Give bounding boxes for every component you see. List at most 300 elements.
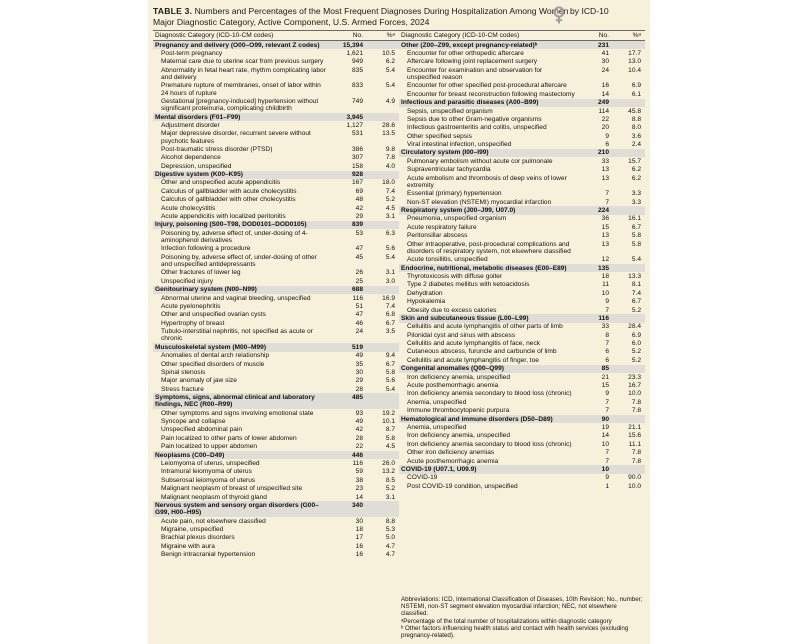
count-cell: 116	[352, 460, 363, 468]
percent-cell: 6.7	[385, 319, 395, 327]
table-row	[399, 232, 645, 240]
percent-cell: 7.8	[631, 398, 641, 406]
percent-cell	[363, 221, 399, 229]
diagnosis-label: COVID-19	[407, 474, 438, 482]
section-row	[153, 343, 399, 351]
percent-cell: 7.4	[385, 302, 395, 310]
percent-cell: 6.7	[631, 223, 641, 231]
percent-cell: 6.0	[631, 340, 641, 348]
count-cell: 1,621	[346, 49, 363, 57]
diagnosis-label: Poisoning by, adverse effect of, under-dosing of other and unspecified antidepressants	[161, 253, 317, 269]
count-cell: 9	[605, 298, 609, 306]
diagnosis-label: Post-traumatic stress disorder (PTSD)	[161, 145, 273, 153]
table-row	[153, 352, 399, 360]
table-row	[153, 245, 399, 253]
count-cell: 7	[605, 398, 609, 406]
table-row	[399, 423, 645, 431]
section-row	[153, 171, 399, 179]
section-label: Injury, poisoning (S00–T98, DOD0101–DOD0105)	[155, 221, 307, 229]
count-cell: 231	[597, 41, 609, 49]
percent-cell	[609, 264, 645, 272]
count-cell: 30	[601, 58, 609, 66]
table-row	[399, 82, 645, 90]
count-cell: 485	[351, 394, 363, 402]
count-cell: 90	[601, 415, 609, 423]
table-row	[399, 115, 645, 123]
count-cell: 10	[601, 440, 609, 448]
percent-cell: 7.8	[631, 407, 641, 415]
count-cell: 49	[355, 418, 363, 426]
percent-cell: 7.4	[385, 187, 395, 195]
percent-cell: 5.4	[385, 253, 395, 261]
diagnosis-label: Spinal stenosis	[161, 368, 206, 376]
table-row	[153, 162, 399, 170]
diagnosis-label: Acute posthemorrhagic anemia	[407, 382, 499, 390]
percent-cell: 3.1	[385, 493, 395, 501]
count-cell: 16	[355, 542, 363, 550]
section-row	[399, 314, 645, 322]
count-cell: 93	[355, 409, 363, 417]
table-row	[153, 66, 399, 82]
table-row	[399, 390, 645, 398]
table-row	[399, 440, 645, 448]
percent-cell: 6.8	[385, 311, 395, 319]
count-cell: 7	[605, 407, 609, 415]
title-text-2: Major Diagnostic Category, Active Component, U.S. Armed Forces, 2024	[153, 16, 430, 27]
percent-cell	[363, 171, 399, 179]
count-cell: 13	[601, 232, 609, 240]
diagnosis-label: Acute respiratory failure	[407, 223, 477, 231]
percent-cell: 7.4	[631, 289, 641, 297]
percent-cell: 5.2	[631, 306, 641, 314]
count-cell: 14	[601, 90, 609, 98]
count-cell: 21	[601, 373, 609, 381]
count-cell: 15	[601, 382, 609, 390]
title-by: by ICD-10	[570, 6, 609, 16]
section-label: Respiratory system (J00–J99, U07.0)	[401, 207, 516, 215]
table-row	[399, 107, 645, 115]
diagnosis-label: Gestational [pregnancy-induced] hypertension without significant proteinuria, complicating childbirth	[161, 97, 319, 113]
section-row	[153, 451, 399, 459]
section-row	[399, 264, 645, 272]
diagnosis-label: Intramural leiomyoma of uterus	[161, 468, 252, 476]
percent-cell: 3.5	[385, 328, 395, 336]
percent-cell: 5.8	[631, 240, 641, 248]
diagnosis-label: Other iron deficiency anemias	[407, 449, 495, 457]
diagnosis-label: Encounter for other specified post-procedural aftercare	[407, 82, 567, 90]
right-rows	[399, 41, 645, 491]
diagnosis-label: Unspecified abdominal pain	[161, 426, 243, 434]
column-header	[153, 30, 399, 41]
count-cell: 38	[355, 476, 363, 484]
table-row	[153, 459, 399, 467]
count-cell: 42	[355, 426, 363, 434]
footnotes	[401, 596, 645, 639]
section-label: Other (Z00–Z99, except pregnancy-related)ᵇ	[401, 41, 538, 49]
diagnosis-label: Other and unspecified acute appendicitis	[161, 179, 281, 187]
percent-cell	[363, 113, 399, 121]
diagnosis-label: Migraine, unspecified	[161, 525, 224, 533]
count-cell: 20	[601, 124, 609, 132]
table-row	[153, 417, 399, 425]
diagnosis-label: Post-term pregnancy	[161, 49, 223, 57]
table-row	[399, 432, 645, 440]
count-cell: 28	[355, 385, 363, 393]
table-row	[399, 281, 645, 289]
diagnosis-label: Hypertrophy of breast	[161, 319, 225, 327]
table-row	[153, 179, 399, 187]
table-row	[399, 124, 645, 132]
count-cell: 46	[355, 319, 363, 327]
table-row	[399, 166, 645, 174]
table-row	[153, 551, 399, 559]
percent-cell: 4.9	[385, 97, 395, 105]
percent-cell: 3.0	[385, 277, 395, 285]
count-cell: 15	[601, 223, 609, 231]
table-row	[153, 294, 399, 302]
diagnosis-label: Sepsis, unspecified organism	[407, 107, 493, 115]
table-row	[153, 269, 399, 277]
count-cell: 17	[355, 534, 363, 542]
table-row	[153, 542, 399, 550]
section-label: COVID-19 (U07.1, U09.9)	[401, 465, 477, 473]
diagnosis-label: Infection following a procedure	[161, 245, 251, 253]
table-row	[153, 58, 399, 66]
count-cell: 7	[605, 190, 609, 198]
percent-cell: 6.2	[631, 166, 641, 174]
percent-cell: 5.2	[385, 485, 395, 493]
percent-cell: 6.9	[631, 82, 641, 90]
diagnosis-label: Subserosal leiomyoma of uterus	[161, 476, 256, 484]
diagnosis-label: Peritonsillar abscess	[407, 232, 468, 240]
diagnosis-label: Syncope and collapse	[161, 418, 226, 426]
percent-cell: 10.0	[628, 482, 641, 490]
diagnosis-label: Post COVID-19 condition, unspecified	[407, 482, 518, 490]
section-label: Pregnancy and delivery (O00–O99, relevant Z codes)	[155, 41, 320, 49]
diagnosis-label: Pain localized to other parts of lower abdomen	[161, 434, 297, 442]
left-rows	[153, 41, 399, 559]
section-label: Hematological and immune disorders (D50–D89)	[401, 415, 553, 423]
count-cell: 8	[605, 331, 609, 339]
percent-cell: 6.2	[631, 174, 641, 182]
table-row	[153, 517, 399, 525]
table-row	[153, 196, 399, 204]
table-row	[153, 485, 399, 493]
percent-cell: 2.4	[631, 141, 641, 149]
table-row	[399, 289, 645, 297]
percent-cell: 5.3	[385, 525, 395, 533]
diagnosis-label: Cellulitis and acute lymphangitis of other parts of limb	[407, 323, 563, 331]
table-row	[153, 130, 399, 146]
section-row	[399, 415, 645, 423]
table-row	[399, 157, 645, 165]
section-label: Nervous system and sensory organ disorders (G00–G99, H00–H95)	[155, 501, 319, 517]
table-row	[399, 174, 645, 190]
diagnosis-label: Maternal care due to uterine scar from previous surgery	[161, 58, 324, 66]
percent-cell: 5.2	[631, 348, 641, 356]
table-row	[153, 145, 399, 153]
section-row	[399, 41, 645, 49]
count-cell: 35	[355, 360, 363, 368]
count-cell: 28	[355, 434, 363, 442]
table-row	[153, 426, 399, 434]
percent-cell: 16.7	[628, 382, 641, 390]
diagnosis-label: Acute appendicitis with localized peritonitis	[161, 213, 286, 221]
count-cell: 6	[605, 348, 609, 356]
table-row	[399, 223, 645, 231]
table-row	[399, 132, 645, 140]
header-pct: %ᵃ	[632, 32, 641, 39]
percent-cell: 28.6	[382, 121, 395, 129]
count-cell: 116	[352, 294, 363, 302]
diagnosis-label: Brachial plexus disorders	[161, 534, 235, 542]
table-row	[153, 97, 399, 113]
count-cell: 19	[601, 424, 609, 431]
count-cell: 13	[601, 174, 609, 182]
percent-cell: 5.4	[631, 256, 641, 264]
diagnosis-label: Thyrotoxicosis with diffuse goiter	[407, 272, 503, 280]
percent-cell	[609, 206, 645, 214]
table-row	[399, 141, 645, 149]
table-row	[153, 121, 399, 129]
diagnosis-label: Essential (primary) hypertension	[407, 190, 502, 198]
diagnosis-label: Alcohol dependence	[161, 154, 221, 162]
percent-cell	[609, 314, 645, 322]
count-cell: 10	[601, 465, 609, 473]
percent-cell: 7.8	[385, 154, 395, 162]
count-cell: 9	[605, 390, 609, 398]
count-cell: 833	[351, 82, 363, 90]
diagnosis-label: Other symptoms and signs involving emotional state	[161, 409, 314, 417]
table-row	[399, 215, 645, 223]
section-row	[399, 365, 645, 373]
percent-cell: 7.8	[631, 457, 641, 465]
diagnosis-label: Abnormal uterine and vaginal bleeding, unspecified	[161, 294, 311, 302]
table-row	[153, 212, 399, 220]
percent-cell: 10.1	[382, 418, 395, 426]
table-row	[153, 385, 399, 393]
header-no: No.	[352, 32, 363, 39]
count-cell: 1	[605, 482, 609, 490]
diagnosis-label: Aftercare following joint replacement surgery	[407, 58, 538, 66]
count-cell: 6	[605, 356, 609, 364]
diagnosis-label: Infectious gastroenteritis and colitis, unspecified	[407, 124, 547, 132]
count-cell: 23	[355, 485, 363, 493]
diagnosis-label: Pain localized to upper abdomen	[161, 443, 258, 451]
percent-cell: 21.1	[628, 424, 641, 431]
diagnosis-label: Sepsis due to other Gram-negative organisms	[407, 115, 542, 123]
percent-cell: 6.7	[631, 298, 641, 306]
table-row	[153, 302, 399, 310]
footnote-b: ᵇ Other factors influencing health status and contact with health services (excluding pregnancy-related).	[401, 624, 629, 640]
section-row	[399, 99, 645, 107]
table-row	[153, 476, 399, 484]
table-row	[399, 306, 645, 314]
count-cell: 928	[351, 171, 363, 179]
percent-cell: 5.4	[385, 66, 395, 74]
table-row	[399, 457, 645, 465]
percent-cell: 90.0	[628, 474, 641, 482]
percent-cell: 5.6	[385, 245, 395, 253]
table-row	[153, 360, 399, 368]
percent-cell	[363, 451, 399, 459]
diagnosis-label: Viral intestinal infection, unspecified	[407, 141, 512, 149]
count-cell: 30	[355, 368, 363, 376]
count-cell: 24	[355, 328, 363, 336]
count-cell: 531	[351, 130, 363, 138]
count-cell: 51	[355, 302, 363, 310]
count-cell: 14	[601, 432, 609, 440]
header-no: No.	[598, 32, 609, 39]
diagnosis-label: Calculus of gallbladder with other cholecystitis	[161, 196, 296, 204]
percent-cell: 13.2	[382, 468, 395, 476]
table-row	[399, 272, 645, 280]
count-cell: 688	[351, 286, 363, 294]
diagnosis-label: Immune thrombocytopenic purpura	[407, 407, 510, 415]
percent-cell: 23.3	[628, 373, 641, 381]
percent-cell: 5.8	[631, 232, 641, 240]
percent-cell	[609, 99, 645, 107]
percent-cell	[363, 501, 399, 517]
count-cell: 13	[601, 240, 609, 248]
section-row	[153, 393, 399, 409]
count-cell: 15,394	[342, 41, 363, 49]
diagnosis-label: Unspecified injury	[161, 277, 214, 285]
table-label: TABLE 3.	[153, 6, 193, 16]
venus-symbol-icon	[552, 6, 566, 24]
count-cell: 49	[355, 352, 363, 360]
percent-cell: 6.3	[385, 229, 395, 237]
percent-cell: 5.2	[385, 196, 395, 204]
percent-cell	[363, 286, 399, 294]
count-cell: 36	[601, 215, 609, 223]
diagnosis-label: Malignant neoplasm of breast of unspecified site	[161, 485, 303, 493]
count-cell: 158	[351, 162, 363, 170]
count-cell: 30	[355, 517, 363, 525]
table-row	[153, 82, 399, 98]
table-row	[399, 348, 645, 356]
percent-cell: 5.8	[385, 434, 395, 442]
table-row	[153, 534, 399, 542]
count-cell: 53	[355, 229, 363, 237]
percent-cell	[363, 343, 399, 351]
diagnosis-label: Migraine with aura	[161, 542, 215, 550]
percent-cell: 11.1	[628, 440, 641, 448]
percent-cell: 8.0	[631, 124, 641, 132]
diagnosis-label: Encounter for other orthopedic aftercare	[407, 49, 524, 57]
percent-cell: 16.9	[382, 294, 395, 302]
section-label: Genitourinary system (N00–N99)	[155, 286, 257, 294]
count-cell: 24	[601, 66, 609, 74]
count-cell: 33	[601, 157, 609, 165]
percent-cell: 8.8	[385, 517, 395, 525]
section-label: Musculoskeletal system (M00–M99)	[155, 343, 267, 351]
table-row	[399, 49, 645, 57]
section-label: Neoplasms (C00–D49)	[155, 451, 225, 459]
table-row	[153, 311, 399, 319]
diagnosis-label: Cellulitis and acute lymphangitis of finger, toe	[407, 356, 539, 364]
diagnosis-label: Abnormality in fetal heart rate, rhythm complicating labor and delivery	[161, 66, 326, 81]
diagnosis-label: Other and unspecified ovarian cysts	[161, 311, 266, 319]
table-row	[399, 340, 645, 348]
count-cell: 116	[598, 314, 609, 322]
count-cell: 22	[355, 443, 363, 451]
percent-cell: 4.0	[385, 162, 395, 170]
percent-cell	[609, 415, 645, 423]
percent-cell: 3.3	[631, 190, 641, 198]
section-row	[399, 465, 645, 473]
diagnosis-label: Acute tonsillitis, unspecified	[407, 256, 488, 264]
diagnosis-label: Malignant neoplasm of thyroid gland	[161, 493, 267, 501]
section-row	[153, 501, 399, 517]
count-cell: 7	[605, 449, 609, 457]
diagnosis-label: Premature rupture of membranes, onset of labor within 24 hours of rupture	[161, 82, 321, 97]
diagnosis-label: Iron deficiency anemia secondary to blood loss (chronic)	[407, 440, 572, 448]
table-row	[399, 298, 645, 306]
count-cell: 12	[601, 256, 609, 264]
diagnosis-label: Leiomyoma of uterus, unspecified	[161, 460, 260, 468]
diagnosis-label: Acute cholecystitis	[161, 204, 216, 212]
diagnosis-label: Tubulo-interstitial nephritis, not specified as acute or chronic	[161, 328, 313, 343]
diagnosis-label: Stress fracture	[161, 385, 204, 393]
diagnosis-label: Poisoning by, adverse effect of, under-dosing of 4-aminophenol derivatives	[161, 229, 308, 245]
diagnosis-label: Type 2 diabetes mellitus with ketoacidosis	[407, 281, 530, 289]
section-row	[399, 149, 645, 157]
footnote-abbreviations: Abbreviations: ICD, International Classification of Diseases, 10th Revision; No., number; NSTEMI, non-ST segment elevation myocardial infarction; NEC, not elsewhere classified.	[401, 596, 643, 618]
diagnosis-label: Encounter for examination and observation for unspecified reason	[407, 66, 543, 81]
percent-cell: 10.5	[382, 49, 395, 57]
diagnosis-label: Acute embolism and thrombosis of deep veins of lower extremity	[407, 174, 567, 189]
table-row	[153, 493, 399, 501]
table-row	[399, 331, 645, 339]
percent-cell: 8.7	[385, 426, 395, 434]
count-cell: 59	[355, 468, 363, 476]
diagnosis-label: Pilonidal cyst and sinus with abscess	[407, 331, 516, 339]
diagnosis-label: Anemia, unspecified	[407, 424, 467, 431]
diagnosis-label: Cutaneous abscess, furuncle and carbuncle of limb	[407, 348, 557, 356]
count-cell: 135	[597, 264, 609, 272]
diagnosis-label: Other specified sepsis	[407, 132, 472, 140]
count-cell: 25	[355, 277, 363, 285]
count-cell: 224	[597, 207, 609, 215]
section-row	[153, 221, 399, 229]
count-cell: 33	[601, 323, 609, 331]
percent-cell: 13.3	[628, 272, 641, 280]
table-row	[399, 190, 645, 198]
percent-cell: 17.7	[628, 49, 641, 57]
count-cell: 114	[598, 107, 609, 115]
table-row	[399, 449, 645, 457]
table-row	[153, 319, 399, 327]
table-row	[399, 240, 645, 256]
percent-cell	[609, 41, 645, 49]
percent-cell: 5.4	[385, 82, 395, 90]
section-label: Digestive system (K00–K95)	[155, 171, 243, 179]
count-cell: 41	[601, 49, 609, 57]
diagnosis-label: Dehydration	[407, 289, 443, 297]
diagnosis-label: Iron deficiency anemia, unspecified	[407, 373, 510, 381]
percent-cell: 3.1	[385, 269, 395, 277]
percent-cell: 19.2	[382, 409, 395, 417]
left-column	[153, 30, 399, 559]
section-label: Mental disorders (F01–F99)	[155, 113, 241, 121]
count-cell: 519	[351, 343, 363, 351]
diagnosis-label: Adjustment disorder	[161, 121, 220, 129]
table-row	[153, 468, 399, 476]
table-row	[153, 368, 399, 376]
count-cell: 47	[355, 245, 363, 253]
diagnosis-label: Encounter for breast reconstruction following mastectomy	[407, 90, 575, 98]
